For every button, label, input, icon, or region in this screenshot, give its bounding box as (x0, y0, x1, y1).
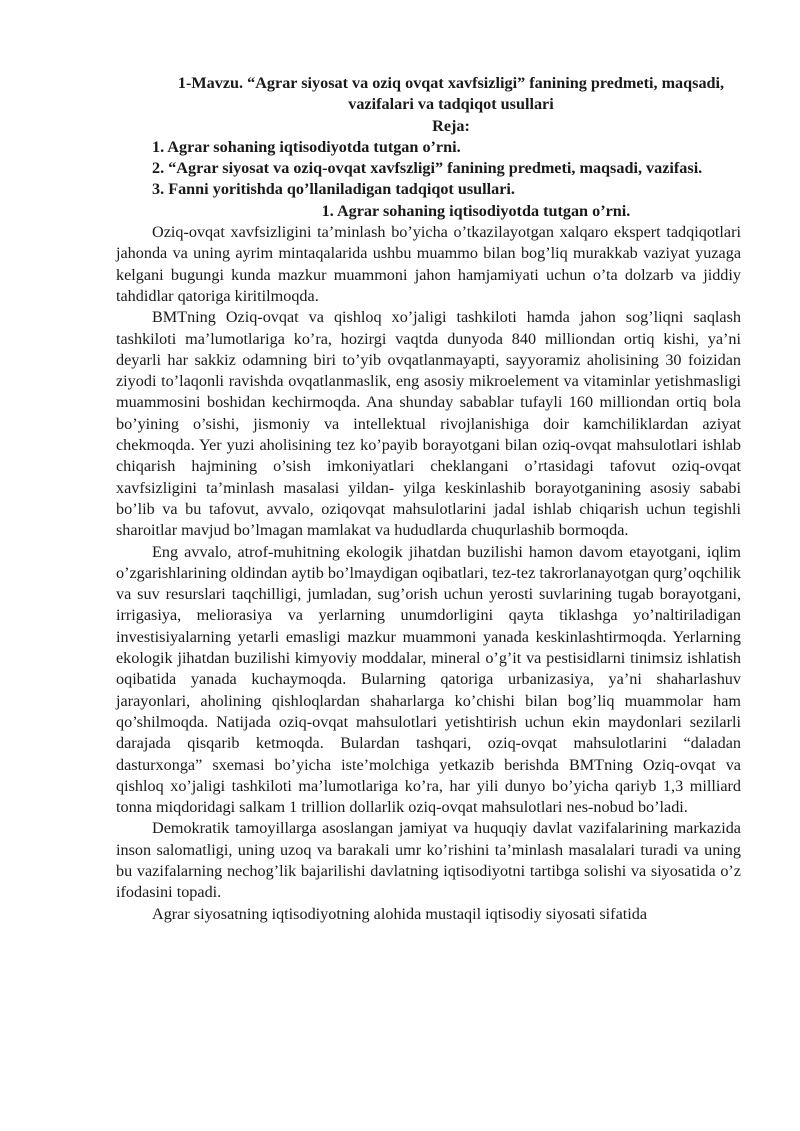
plan-label: Reja: (432, 116, 470, 135)
document-title: 1-Mavzu. “Agrar siyosat va oziq ovqat xavfsizligi” fanining predmeti, maqsadi, vazifalari va tadqiqot usullari (177, 74, 725, 114)
plan-item-1: 1. Agrar sohaning iqtisodiyotda tutgan o’rni. (152, 137, 461, 156)
plan-item-2: 2. “Agrar siyosat va oziq-ovqat xavfszligi” fanining predmeti, maqsadi, vazifasi. (152, 159, 703, 178)
paragraph-4: Demokratik tamoyillarga asoslangan jamiyat va huquqiy davlat vazifalarining markazida inson salomatligi, uning uzoq va barakali umr ko’rishini ta’minlash masalalari turadi va uning bu vazifalarning nechog’lik bajarilishi davlatning iqtisodiyotni tartibga solishi va siyosatida o’z ifodasini topadi. (116, 819, 741, 902)
document-page (116, 73, 741, 925)
section-heading: 1. Agrar sohaning iqtisodiyotda tutgan o’rni. (321, 201, 631, 220)
paragraph-3: Eng avvalo, atrof-muhitning ekologik jihatdan buzilishi hamon davom etayotgani, iqlim o’zgarishlarining oldindan aytib bo’lmaydigan oqibatlari, tez-tez takrorlanayotgan qurg’oqchilik va suv resurslari taqchilligi, jumladan, sug’orish uchun yerosti suvlarining tugab borayotgani, irrigasiya, meliorasiya va yerlarning unumdorligini qayta tiklashga yo’naltiriladigan investisiyalarning yetarli emasligi mazkur muammoni yanada keskinlashtirmoqda. Yerlarning ekologik jihatdan buzilishi kimyoviy moddalar, mineral o’g’it va pestisidlarni tinimsiz ishlatish oqibatida yanada kuchaymoqda. Bularning qatoriga urbanizasiya, ya’ni shaharlashuv jarayonlari, aholining qishloqlardan shaharlarga ko’chishi bilan bog’liq muammolar ham qo’shilmoqda. Natijada oziq-ovqat mahsulotlari yetishtirish uchun ekin maydonlari sezilarli darajada qisqarib ketmoqda. Bulardan tashqari, oziq-ovqat mahsulotlarini “daladan dasturxonga” sxemasi bo’yicha iste’molchiga yetkazib berishda BMTning Oziq-ovqat va qishloq xo’jaligi tashkiloti ma’lumotlariga ko’ra, har yili dunyo bo’yicha qariyb 1,3 milliard tonna miqdoridagi salkam 1 trillion dollarlik oziq-ovqat mahsulotlari nes-nobud bo’ladi. (116, 542, 741, 817)
paragraph-1: Oziq-ovqat xavfsizligini ta’minlash bo’yicha o’tkazilayotgan xalqaro ekspert tadqiqotlari jahonda va uning ayrim mintaqalarida ushbu muammo bilan bog’liq murakkab vaziyat yuzaga kelgani bugungi kunda mazkur muammoni jahon hamjamiyati uchun o’ta dolzarb va jiddiy tahdidlar qatoriga kiritilmoqda. (116, 223, 741, 305)
plan-item-3: 3. Fanni yoritishda qo’llaniladigan tadqiqot usullari. (152, 180, 515, 199)
paragraph-2: BMTning Oziq-ovqat va qishloq xo’jaligi tashkiloti hamda jahon sog’liqni saqlash tashkiloti ma’lumotlariga ko’ra, hozirgi vaqtda dunyoda 840 milliondan ortiq kishi, ya’ni deyarli har sakkiz odamning biri to’yib ovqatlanmayapti, sayyoramiz aholisining 30 foizidan ziyodi to’laqonli ravishda ovqatlanmaslik, eng asosiy mikroelement va vitaminlar yetishmasligi muammosini boshidan kechirmoqda. Ana shunday sabablar tufayli 160 milliondan ortiq bola bo’yining o’sishi, jismoniy va intellektual rivojlanishiga doir kamchiliklardan aziyat chekmoqda. Yer yuzi aholisining tez ko’payib borayotgani bilan oziq-ovqat mahsulotlari ishlab chiqarish hajmining o’sish imkoniyatlari cheklangani o’rtasidagi tafovut oziq-ovqat xavfsizligini ta’minlash masalasi yildan- yilga keskinlashib borayotganining asosiy sababi bo’lib va bu tafovut, avvalo, oziqovqat mahsulotlarini jadal ishlab chiqarish uchun tegishli sharoitlar mavjud bo’lmagan mamlakat va hududlarda chuqurlashib bormoqda. (116, 308, 741, 540)
paragraph-5: Agrar siyosatning iqtisodiyotning alohida mustaqil iqtisodiy siyosati sifatida (152, 904, 648, 923)
